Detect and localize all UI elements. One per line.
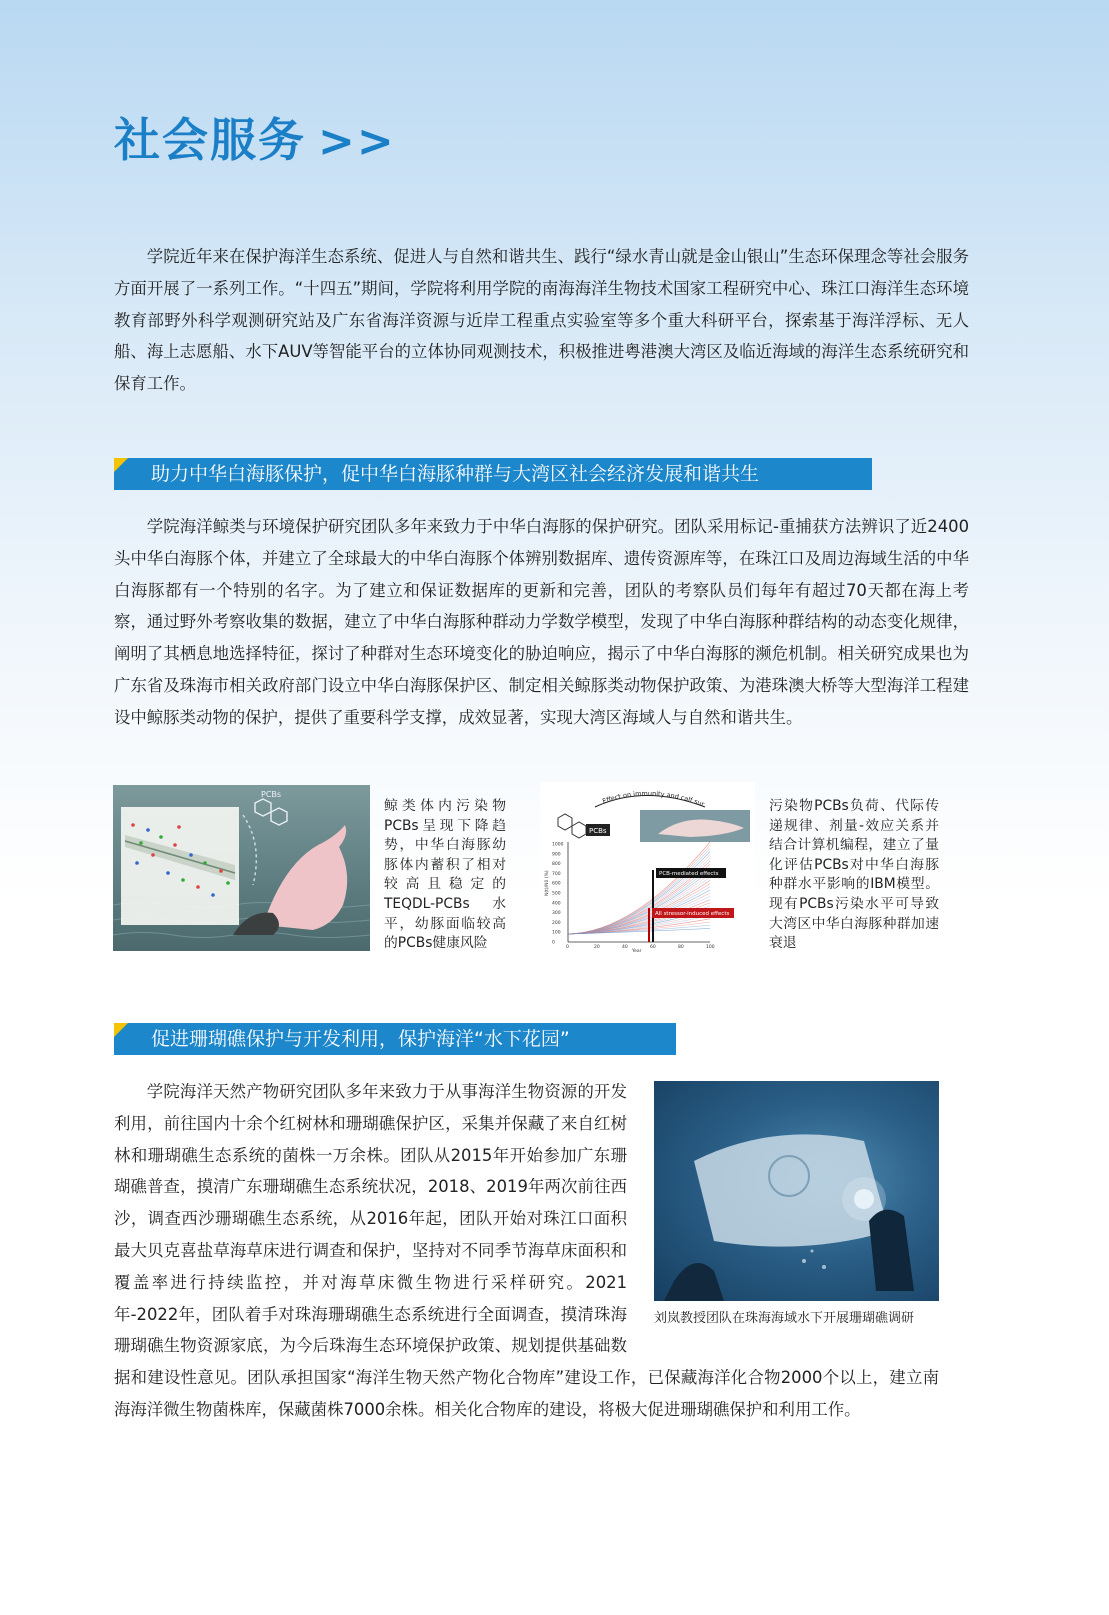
section1-heading: 助力中华白海豚保护，促中华白海豚种群与大湾区社会经济发展和谐共生 bbox=[151, 463, 760, 485]
fig2-xlabel: Year bbox=[632, 949, 642, 952]
fig2-ylabel: N(t)/N0 (%) bbox=[545, 870, 550, 896]
fig2-xtick: 80 bbox=[678, 945, 684, 950]
fig2-ytick: 200 bbox=[552, 920, 561, 926]
fig2-xtick: 100 bbox=[706, 945, 715, 950]
fig2-effect1-label: PCB-mediated effects bbox=[659, 871, 719, 877]
fig2-xtick: 0 bbox=[566, 945, 569, 950]
fig2-ytick: 0 bbox=[552, 940, 555, 946]
fig2-ytick: 1000 bbox=[552, 842, 564, 848]
fig2-effect2-label: All stressor-induced effects bbox=[655, 911, 730, 917]
double-chevron-icon: >> bbox=[318, 116, 396, 167]
photo-float-spacer bbox=[627, 1076, 939, 1336]
ibm-model-figure bbox=[540, 782, 755, 952]
fig2-pcb-box-label: PCBs bbox=[589, 827, 607, 835]
section2-body-wrapper bbox=[114, 1076, 939, 1426]
figure1-caption: 鲸类体内污染物PCBs呈现下降趋势，中华白海豚幼豚体内蓄积了相对较高且稳定的TEQDL-PCBs水平，幼豚面临较高的PCBs健康风险 bbox=[384, 798, 506, 952]
fig2-xtick: 40 bbox=[622, 945, 628, 950]
section2-heading: 促进珊瑚礁保护与开发利用，保护海洋“水下花园” bbox=[151, 1028, 570, 1050]
dolphin-shape bbox=[263, 825, 347, 930]
fig2-trajectory-line bbox=[568, 880, 710, 934]
fig2-ytick: 600 bbox=[552, 881, 561, 887]
banner-corner-decoration bbox=[114, 458, 128, 472]
dolphin-pcb-figure bbox=[113, 785, 370, 951]
section1-body: 学院海洋鲸类与环境保护研究团队多年来致力于中华白海豚的保护研究。团队采用标记-重捕获方法辨识了近2400头中华白海豚个体，并建立了全球最大的中华白海豚个体辨别数据库、遗传资源库等，在珠江口及周边海域生活的中华白海豚都有一个特别的名字。为了建立和保证数据库的更新和完善，团队的考察队员们每年有超过70天都在海上考察，通过野外考察收集的数据，建立了中华白海豚种群动力学数学模型，发现了中华白海豚种群结构的动态变化规律，阐明了其栖息地选择特征，探讨了种群对生态环境变化的胁迫响应，揭示了中华白海豚的濒危机制。相关研究成果也为广东省及珠海市相关政府部门设立中华白海豚保护区、制定相关鲸豚类动物保护政策、为港珠澳大桥等大型海洋工程建设中鲸豚类动物的保护，提供了重要科学支撑，成效显著，实现大湾区海域人与自然和谐共生。 bbox=[114, 517, 969, 727]
pcb-molecule-icon bbox=[558, 814, 586, 838]
dolphin-photo-illustration bbox=[113, 785, 370, 951]
fig2-ytick: 500 bbox=[552, 891, 561, 897]
page-title-text: 社会服务 bbox=[114, 113, 306, 167]
fig2-top-label: Effect on immunity and calf sur bbox=[601, 789, 706, 809]
section1-heading-banner bbox=[114, 458, 872, 490]
intro-paragraph: 学院近年来在保护海洋生态系统、促进人与自然和谐共生、践行“绿水青山就是金山银山”生态环保理念等社会服务方面开展了一系列工作。“十四五”期间，学院将利用学院的南海海洋生物技术国家工程研究中心、珠江口海洋生态环境教育部野外科学观测研究站及广东省海洋资源与近岸工程重点实验室等多个重大科研平台，探索基于海洋浮标、无人船、海上志愿船、水下AUV等智能平台的立体协同观测技术，积极推进粤港澳大湾区及临近海域的海洋生态系统研究和保育工作。 bbox=[114, 247, 969, 394]
svg-text:Effect on immunity and calf su bbox=[540, 782, 706, 808]
fig2-ytick: 700 bbox=[552, 871, 561, 877]
section2-heading-banner bbox=[114, 1023, 676, 1055]
photo-caption: 刘岚教授团队在珠海海域水下开展珊瑚礁调研 bbox=[654, 1311, 915, 1326]
section2-body: 学院海洋天然产物研究团队多年来致力于从事海洋生物资源的开发利用，前往国内十余个红树林和珊瑚礁保护区，采集并保藏了来自红树林和珊瑚礁生态系统的菌株一万余株。团队从2015年开始参加广东珊瑚礁普查，摸清广东珊瑚礁生态系统状况，2018、2019年两次前往西沙，调查西沙珊瑚礁生态系统，从2016年起，团队开始对珠江口面积最大贝克喜盐草海草床进行调查和保护，坚持对不同季节海草床面积和覆盖率进行持续监控，并对海草床微生物进行采样研究。2021年-2022年，团队着手对珠海珊瑚礁生态系统进行全面调查，摸清珠海珊瑚礁生物资源家底，为今后珠海生态环境保护政策、规划提供基础数据和建设性意见。团队承担国家“海洋生物天然产物化合物库”建设工作，已保藏海洋化合物2000个以上，建立南海海洋微生物菌株库，保藏菌株7000余株。相关化合物库的建设，将极大促进珊瑚礁保护和利用工作。 bbox=[114, 1082, 939, 1419]
fig2-xtick: 20 bbox=[594, 945, 600, 950]
fig2-xtick: 60 bbox=[650, 945, 656, 950]
banner-corner-decoration bbox=[114, 1023, 128, 1037]
page-title bbox=[114, 104, 396, 170]
pcb-label: PCBs bbox=[261, 790, 282, 799]
fig2-ytick: 100 bbox=[552, 930, 561, 936]
fig2-ytick: 400 bbox=[552, 901, 561, 907]
fig2-ytick: 800 bbox=[552, 862, 561, 868]
pcb-molecule-icon bbox=[255, 799, 287, 825]
population-chart bbox=[540, 782, 755, 952]
fig2-ytick: 900 bbox=[552, 852, 561, 858]
fig2-ytick: 300 bbox=[552, 911, 561, 917]
figure2-caption: 污染物PCBs负荷、代际传递规律、剂量-效应关系并结合计算机编程，建立了量化评估PCBs对中华白海豚种群水平影响的IBM模型。现有PCBs污染水平可导致大湾区中华白海豚种群加速衰退 bbox=[769, 798, 939, 952]
